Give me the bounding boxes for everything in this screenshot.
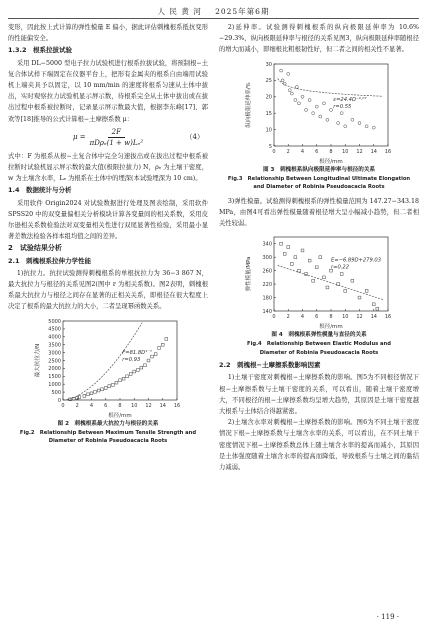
x-tick-label: 2 (286, 148, 290, 155)
figure-3-caption-en: and Diameter of Robinia Pseudoacacia Roots (253, 184, 385, 191)
data-point (119, 379, 122, 382)
data-point (358, 296, 361, 299)
data-point (297, 101, 300, 104)
paragraph: 采用 DL−5000 型电子拉力试验机进行根系拉拔试验，将预制根−土复合体试样下端固定在仪器平台上，把形有金属夹的根系自由端用试验机上端夹具予以固定，以 10 mm/min 的速度将根系匀速从土体中拔出，实时观察拉力试验机显示屏示数，待根系完全从土体中拔出或在拔出过程中根系被拉断时，记录显示屏示数最大值，根据李东峰[17]、郭欢等[18]推导的公式计算根−土摩擦系数 μ： (8, 59, 208, 123)
data-point (340, 111, 343, 114)
paragraph: 1)抗拉力。抗拉试验测得刺槐根系的单根抗拉力为 36−3 867 N，最大抗拉力与根径的关系见图2(图中 r 为相关系数)。图2表明，刺槐根系最大抗拉力与根径之间存在显著的正相关关系，即根径在很大程度上决定了根系的最大抗拉力的大小，二者呈现幂函数关系。 (8, 269, 208, 311)
running-header (0, 6, 427, 17)
x-tick-label: 8 (329, 314, 333, 321)
paragraph: 2)土壤含水率对刺槐根−土摩擦系数的影响。图6为不同土壤干密度情况下根−土摩擦系数与土壤含水率的关系，可以看出，在不同土壤干密度情况下根−土摩擦系数总体上随土壤含水率的提高而减小，其原因是土体强度随着土壤含水率的提高而降低，导致根系与土壤之间的黏结力减弱。 (219, 419, 419, 472)
data-point (161, 343, 164, 346)
x-tick-label: 10 (342, 314, 349, 321)
equation-lhs: μ = (72, 133, 86, 142)
right-column (219, 22, 419, 473)
y-tick-label: 3000 (48, 350, 61, 357)
y-tick-label: 220 (262, 282, 272, 289)
data-point (90, 392, 93, 395)
x-axis-label: 根径/mm (108, 412, 132, 419)
data-point (108, 384, 111, 387)
data-point (287, 72, 290, 75)
fit-curve (278, 266, 383, 300)
figure-4-chart (244, 231, 394, 331)
y-tick-label: 15 (265, 110, 272, 117)
correlation-coefficient: r=0.22 (331, 264, 350, 271)
figure-3-caption: 图 3 刺槐根系纵向极限延伸率与根径的关系 (262, 166, 376, 173)
x-tick-label: 4 (300, 314, 305, 321)
y-axis-label: 最大抗拉力/N (35, 343, 41, 377)
section-heading: 2.2 刺槐根−土摩擦系数影响因素 (219, 361, 321, 370)
data-point (111, 383, 114, 386)
data-point (165, 337, 168, 340)
paragraph: 采用软件 Origin2024 对试验数据进行处理及图表绘制，采用软件 SPSS20 中的双变量偏相关分析模块计算各变量间的相关系数，采用皮尔逊相关系数检验法对双变量相关性进行双尾显著性检验，采用最小显著差数法检验各样本组均值之间的差异。 (8, 199, 208, 241)
data-point (294, 98, 297, 101)
data-point (376, 307, 379, 310)
data-point (322, 276, 325, 279)
y-tick-label: 25 (265, 77, 272, 84)
data-point (97, 389, 100, 392)
paragraph: 2)延伸率。试验测得刺槐根系的纵向极限延伸率为 10.6%−29.3%，纵向极限延伸率与根径的关系见图3，纵向极限延伸率随根径的增大而减小，即细根比粗根韧性好，但二者之间的相关性不显著。 (219, 24, 419, 54)
data-point (294, 256, 297, 259)
data-point (308, 98, 311, 101)
data-point (308, 259, 311, 262)
data-point (312, 280, 315, 283)
plot-frame (63, 321, 177, 400)
data-point (351, 118, 354, 121)
data-point (305, 108, 308, 111)
equation (8, 125, 208, 151)
y-tick-label: 4500 (48, 326, 61, 333)
x-tick-label: 10 (131, 402, 138, 409)
data-point (154, 352, 157, 355)
fit-equation: E=−6.89D+279.03 (331, 257, 382, 264)
data-point (158, 346, 161, 349)
y-tick-label: 1000 (48, 381, 61, 388)
figure-4-caption: 图 4 刺槐根系弹性模量与直径的关系 (271, 332, 367, 339)
data-point (340, 273, 343, 276)
data-point (83, 394, 86, 397)
correlation-coefficient: r=0.93 (122, 356, 141, 363)
data-point (144, 364, 147, 367)
x-tick-label: 6 (104, 402, 108, 409)
y-tick-label: 2000 (48, 365, 61, 372)
data-point (326, 118, 329, 121)
data-point (136, 368, 139, 371)
data-point (365, 290, 368, 293)
data-point (326, 286, 329, 289)
y-tick-label: 340 (262, 241, 272, 248)
y-tick-label: 2500 (48, 357, 61, 364)
data-point (147, 359, 150, 362)
figure-2-caption-en: Diameter of Robinia Pseudoacacia Roots (48, 438, 168, 445)
y-tick-label: 300 (262, 255, 272, 262)
data-point (372, 303, 375, 306)
y-tick-label: 20 (265, 94, 272, 101)
x-tick-label: 12 (356, 314, 363, 321)
data-point (283, 253, 286, 256)
plot-frame (274, 64, 388, 146)
y-tick-label: 10 (265, 127, 272, 134)
data-point (115, 381, 118, 384)
section-heading: 2 试验结果分析 (8, 244, 62, 253)
data-point (301, 249, 304, 252)
x-tick-label: 8 (118, 402, 122, 409)
section-heading: 1.3.2 根系拉拔试验 (8, 46, 73, 55)
data-point (288, 88, 291, 91)
x-tick-label: 2 (75, 402, 79, 409)
x-tick-label: 2 (286, 314, 290, 321)
x-tick-label: 14 (370, 148, 377, 155)
x-tick-label: 0 (61, 402, 65, 409)
x-tick-label: 6 (315, 148, 319, 155)
page-number: · 119 · (376, 613, 399, 621)
y-tick-label: 1500 (48, 373, 61, 380)
x-tick-label: 14 (159, 402, 166, 409)
y-tick-label: 4000 (48, 334, 61, 341)
data-point (365, 124, 368, 127)
left-column (8, 22, 208, 446)
data-point (319, 256, 322, 259)
data-point (129, 372, 132, 375)
data-point (344, 290, 347, 293)
correlation-coefficient: r=0.55 (333, 103, 352, 110)
y-tick-label: 140 (262, 309, 272, 316)
data-point (337, 121, 340, 124)
x-tick-label: 12 (356, 148, 363, 155)
header-rule (8, 18, 419, 19)
equation-numerator: 2F (108, 127, 125, 138)
data-point (301, 95, 304, 98)
y-tick-label: 180 (262, 295, 272, 302)
data-point (126, 375, 129, 378)
x-tick-label: 8 (329, 148, 333, 155)
data-point (312, 111, 315, 114)
y-tick-label: 5000 (48, 318, 61, 325)
data-point (140, 366, 143, 369)
data-point (280, 69, 283, 72)
figure-3-chart (244, 58, 394, 166)
equation-denominator: πDρₑ(1 + w)Lₑ² (89, 139, 144, 148)
figure-2-caption: 图 2 刺槐根系最大抗拉力与根径的关系 (57, 420, 159, 427)
figure-4-caption-en: Fig.4 Relationship Between Elastic Modulus and (247, 341, 391, 348)
y-axis-label: 弹性模量/MPa (246, 256, 252, 292)
data-point (281, 79, 284, 82)
issue-number: 2025年第6期 (215, 7, 270, 16)
y-tick-label: 500 (51, 389, 61, 396)
data-point (122, 377, 125, 380)
data-point (298, 269, 301, 272)
data-point (319, 115, 322, 118)
paragraph: 1)土壤干密度对刺槐根−土摩擦系数的影响。图5为不同根径情况下根−土摩擦系数与土壤干密度的关系，可以看出，随着土壤干密度增大，不同根径的根−土摩擦系数均呈增大趋势，其原因是土壤干密度越大根系与土体结合得越紧密。 (219, 374, 419, 416)
equation-number: （4） (185, 133, 204, 142)
data-point (94, 390, 97, 393)
data-point (351, 280, 354, 283)
data-point (101, 388, 104, 391)
x-tick-label: 16 (173, 402, 181, 409)
fit-equation: ε=24.4D⁻⁰·⁰⁷ (333, 96, 367, 103)
section-heading: 1.4 数据统计与分析 (8, 186, 72, 195)
data-point (315, 266, 318, 269)
x-tick-label: 6 (315, 314, 319, 321)
x-axis-label: 根径/mm (319, 158, 343, 165)
data-point (290, 92, 293, 95)
y-tick-label: 5 (268, 143, 272, 150)
data-point (104, 386, 107, 389)
x-tick-label: 4 (89, 402, 94, 409)
x-tick-label: 0 (272, 148, 276, 155)
x-tick-label: 4 (300, 148, 305, 155)
x-tick-label: 14 (370, 314, 377, 321)
section-heading: 2.1 刺槐根系拉伸力学性能 (8, 256, 92, 265)
journal-name: 人 民 黄 河 (157, 7, 202, 16)
data-point (322, 101, 325, 104)
plot-frame (274, 237, 388, 311)
y-axis-label: 纵向极限延伸率/% (246, 81, 252, 128)
figure-3-caption-en: Fig.3 Relationship Between Longitudinal Ultimate Elongation (227, 175, 411, 182)
figure-2-chart (33, 315, 183, 420)
y-tick-label: 3500 (48, 342, 61, 349)
paragraph: 变形，因此按上式计算的弹性模量 E 偏小，据此评估刺槐根系抵抗变形的性能偏安全。 (8, 24, 208, 43)
data-point (315, 105, 318, 108)
data-point (87, 393, 90, 396)
data-point (358, 121, 361, 124)
x-tick-label: 0 (272, 314, 276, 321)
data-point (372, 126, 375, 129)
y-tick-label: 30 (265, 61, 272, 68)
data-point (280, 243, 283, 246)
y-tick-label: 0 (57, 397, 61, 404)
figure-2-caption-en: Fig.2 Relationship Between Maximum Tensile Strength and (19, 429, 197, 436)
x-tick-label: 16 (384, 148, 392, 155)
data-point (287, 246, 290, 249)
data-point (133, 370, 136, 373)
x-tick-label: 12 (145, 402, 152, 409)
paragraph: 3)弹性模量。试验测得刺槐根系的弹性模量范围为 147.27−343.18 MPa，由图4可看出弹性模量随着根径增大呈小幅减小趋势，但二者相关性较弱。 (219, 197, 419, 228)
y-tick-label: 260 (262, 268, 272, 275)
fit-equation: F=81.8D¹˙⁷ (122, 349, 152, 356)
x-axis-label: 根径/mm (319, 324, 343, 331)
equation-fraction (90, 127, 143, 148)
data-point (330, 108, 333, 111)
data-point (344, 124, 347, 127)
data-point (290, 263, 293, 266)
paragraph: 式中：F 为根系从根−土复合体中完全匀速拔出或在拔出过程中根系被拉断时试验机显示屏示数的最大值(极限拉拔力) N，ρₑ 为土壤干密度，w 为土壤含水率，Lₑ 为根系在土体中的埋深(本试验埋深为 10 cm)。 (8, 152, 208, 183)
figure-4-caption-en: Diameter of Robinia Pseudoacacia Roots (259, 349, 379, 356)
x-tick-label: 10 (342, 148, 349, 155)
x-tick-label: 16 (384, 314, 392, 321)
